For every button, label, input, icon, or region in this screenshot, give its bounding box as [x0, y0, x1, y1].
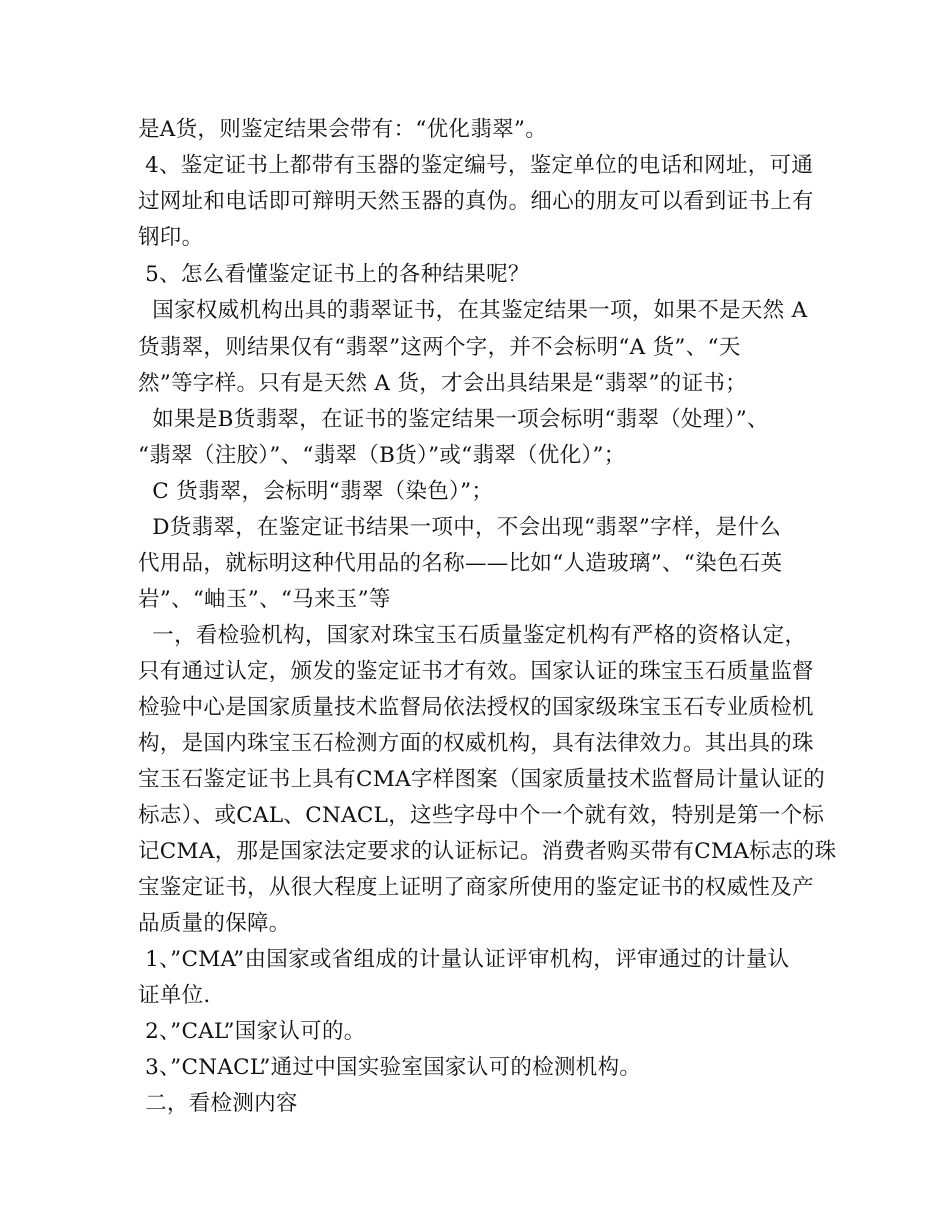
text-line: 标志）、或CAL、CNACL，这些字母中个一个就有效，特别是第一个标	[138, 803, 825, 828]
text-line: 4、鉴定证书上都带有玉器的鉴定编号，鉴定单位的电话和网址，可通	[138, 153, 814, 178]
text-line: 二，看检测内容	[138, 1091, 298, 1116]
text-line: 3、”CNACL”通过中国实验室国家认可的检测机构。	[138, 1055, 642, 1080]
text-line: 品质量的保障。	[138, 911, 291, 936]
text-line: 证单位.	[138, 983, 211, 1008]
text-line: 代用品，就标明这种代用品的名称——比如“人造玻璃”、“染色石英	[138, 551, 783, 576]
text-line: 一，看检验机构，国家对珠宝玉石质量鉴定机构有严格的资格认定，	[138, 623, 807, 648]
text-line: C 货翡翠，会标明“翡翠（染色）”；	[138, 479, 494, 504]
text-line: 如果是B货翡翠，在证书的鉴定结果一项会标明“翡翠（处理）”、	[138, 407, 769, 432]
text-line: 是A货，则鉴定结果会带有：“优化翡翠”。	[138, 117, 548, 142]
text-line: 2、”CAL”国家认可的。	[138, 1019, 366, 1044]
text-line: 宝鉴定证书，从很大程度上证明了商家所使用的鉴定证书的权威性及产	[138, 875, 814, 900]
text-line: 国家权威机构出具的翡翠证书，在其鉴定结果一项，如果不是天然 A	[138, 298, 808, 323]
text-line: 然”等字样。只有是天然 A 货，才会出具结果是“翡翠”的证书；	[138, 371, 747, 396]
text-line: 过网址和电话即可辩明天然玉器的真伪。细心的朋友可以看到证书上有	[138, 189, 814, 214]
text-line: 货翡翠，则结果仅有“翡翠”这两个字，并不会标明“A 货”、“天	[138, 335, 741, 360]
text-line: 1、”CMA”由国家或省组成的计量认证评审机构，评审通过的计量认	[138, 947, 790, 972]
text-line: 构，是国内珠宝玉石检测方面的权威机构，具有法律效力。其出具的珠	[138, 731, 814, 756]
text-line: 宝玉石鉴定证书上具有CMA字样图案（国家质量技术监督局计量认证的	[138, 767, 826, 792]
text-line: 5、怎么看懂鉴定证书上的各种结果呢？	[138, 262, 530, 287]
text-line: 岩”、“岫玉”、“马来玉”等	[138, 587, 391, 612]
text-line: 记CMA，那是国家法定要求的认证标记。消费者购买带有CMA标志的珠	[138, 839, 837, 864]
text-line: 只有通过认定，颁发的鉴定证书才有效。国家认证的珠宝玉石质量监督	[138, 659, 814, 684]
text-line: 钢印。	[138, 225, 204, 250]
text-line: 检验中心是国家质量技术监督局依法授权的国家级珠宝玉石专业质检机	[138, 695, 814, 720]
text-line: D货翡翠，在鉴定证书结果一项中，不会出现“翡翠”字样，是什么	[138, 515, 781, 540]
text-line: “翡翠（注胶）”、“翡翠（B货）”或“翡翠（优化）”；	[138, 443, 626, 468]
